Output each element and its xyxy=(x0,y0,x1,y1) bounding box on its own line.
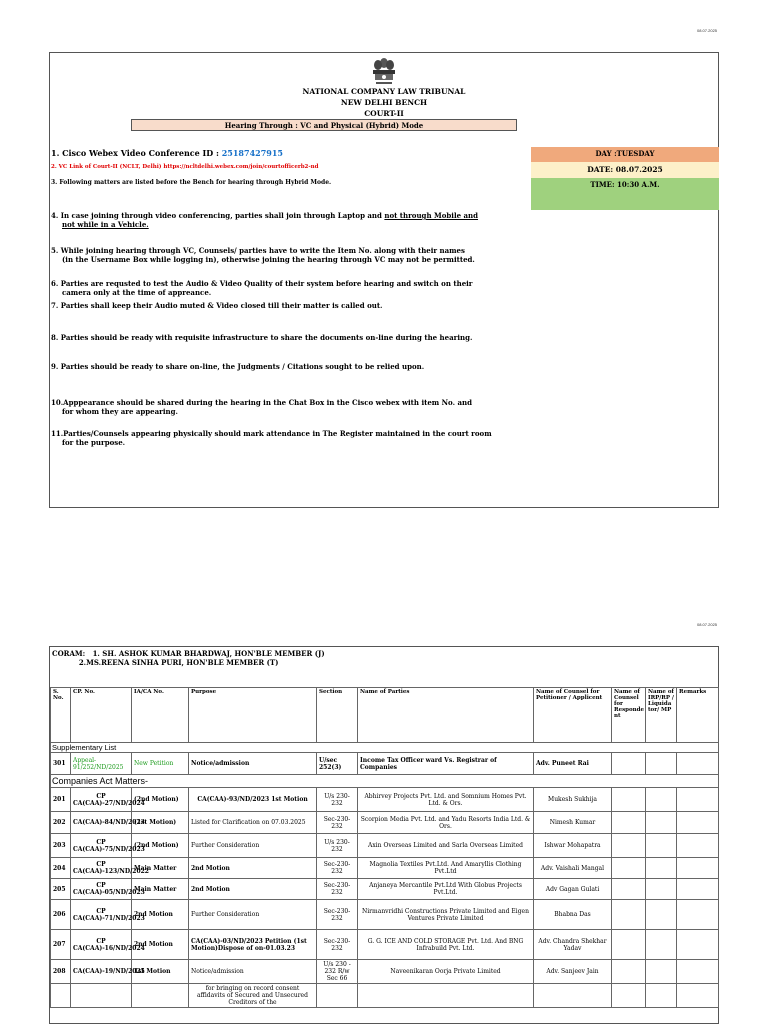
point-5 xyxy=(51,246,475,264)
point-5-line1: 5. While joining hearing through VC, Counsels/ parties have to write the Item No. along with their names xyxy=(51,246,465,255)
row-cp: CP CA(CAA)-123/ND/2022 xyxy=(71,858,132,879)
row-sno: 205 xyxy=(51,879,71,900)
row-section: U/s 230-232 xyxy=(317,834,358,858)
page-date: 08.07.2025 xyxy=(697,28,718,33)
point-4-text: 4. In case joining through video conferencing, parties shall join through Laptop and xyxy=(51,211,385,220)
row-empty xyxy=(646,960,677,984)
row-purpose: Listed for Clarification on 07.03.2025 xyxy=(189,812,317,834)
row-empty xyxy=(612,812,646,834)
point-5-line2: (in the Username Box while logging in), otherwise joining the hearing through VC may not be permitted. xyxy=(62,255,475,264)
row-parties: Scorpion Media Pvt. Ltd. and Yadu Resorts India Ltd. & Ors. xyxy=(358,812,534,834)
row-empty xyxy=(677,788,719,812)
point-11-line2: for the purpose. xyxy=(62,438,126,447)
row-empty xyxy=(612,930,646,960)
row-cp: CP CA(CAA)-75/ND/2023 xyxy=(71,834,132,858)
point-11 xyxy=(51,429,492,447)
row-parties: Axin Overseas Limited and Sarla Overseas Limited xyxy=(358,834,534,858)
row-counsel: Adv. Chandra Shekhar Yadav xyxy=(534,930,612,960)
row-counsel: Mukesh Sukhija xyxy=(534,788,612,812)
row-cp: CA(CAA)-84/ND/2023 xyxy=(71,812,132,834)
point-10-line2: for whom they are appearing. xyxy=(62,407,178,416)
cause-list xyxy=(49,646,719,1024)
row-counsel: Adv. Puneet Rai xyxy=(534,753,612,775)
row-purpose: Further Consideration xyxy=(189,900,317,930)
col-remarks: Remarks xyxy=(677,688,719,743)
row-section: Sec-230-232 xyxy=(317,858,358,879)
col-ia: IA/CA No. xyxy=(132,688,189,743)
row-empty xyxy=(612,834,646,858)
row-empty xyxy=(677,879,719,900)
supplementary-label: Supplementary List xyxy=(51,743,719,753)
row-cp: Appeal-91/252/ND/2025 xyxy=(71,753,132,775)
row-empty xyxy=(677,834,719,858)
row-empty xyxy=(612,753,646,775)
row-ia: New Petition xyxy=(132,753,189,775)
row-parties: Nirmanvridhi Constructions Private Limited and Eigen Ventures Private Limited xyxy=(358,900,534,930)
day-cell: DAY :TUESDAY xyxy=(531,147,719,162)
row-parties: Naveenikaran Oorja Private Limited xyxy=(358,960,534,984)
tribunal-name: NATIONAL COMPANY LAW TRIBUNAL xyxy=(302,87,466,96)
coram-member-1: 1. SH. ASHOK KUMAR BHARDWAJ, HON'BLE MEMBER (J) xyxy=(92,649,325,658)
table-header-row xyxy=(51,688,719,743)
row-ia: Main Matter xyxy=(132,879,189,900)
table-row xyxy=(51,788,719,812)
row-ia: (1st Motion) xyxy=(132,812,189,834)
col-sno: S. No. xyxy=(51,688,71,743)
row-empty xyxy=(646,858,677,879)
row-purpose: CA(CAA)-93/ND/2023 1st Motion xyxy=(189,788,317,812)
col-irp: Name of IRP/RP / Liquida tor/ MP xyxy=(646,688,677,743)
row-purpose: 2nd Motion xyxy=(189,858,317,879)
row-empty xyxy=(646,812,677,834)
row-empty xyxy=(612,858,646,879)
table-row xyxy=(51,753,719,775)
row-empty xyxy=(612,879,646,900)
point-7: 7. Parties shall keep their Audio muted & Video closed till their matter is called out. xyxy=(51,301,383,310)
row-section: Sec-230-232 xyxy=(317,930,358,960)
row-empty xyxy=(646,753,677,775)
point-4-underlined: not through Mobile and xyxy=(384,211,479,220)
row-empty xyxy=(677,984,719,1008)
row-sno: 202 xyxy=(51,812,71,834)
row-sno: 204 xyxy=(51,858,71,879)
col-counsel-resp: Name of Counsel for Responde nt xyxy=(612,688,646,743)
point-2[interactable]: 2. VC Link of Court-II (NCLT, Delhi) https://ncltdelhi.webex.com/join/courtofficerb2-nd xyxy=(51,164,319,170)
point-10-line1: 10.Apppearance should be shared during the hearing in the Chat Box in the Cisco webex with item No. and xyxy=(51,398,472,407)
row-section: Sec-230-232 xyxy=(317,900,358,930)
row-parties: Abhirvey Projects Pvt. Ltd. and Somnium Homes Pvt. Ltd. & Ors. xyxy=(358,788,534,812)
row-cp: CP CA(CAA)-05/ND/2023 xyxy=(71,879,132,900)
table-row xyxy=(51,960,719,984)
row-counsel xyxy=(534,984,612,1008)
row-cp: CA(CAA)-19/ND/2025 xyxy=(71,960,132,984)
point-11-line1: 11.Parties/Counsels appearing physically should mark attendance in The Register maintained in the court room xyxy=(51,429,492,438)
row-empty xyxy=(646,930,677,960)
row-section: U/s 230 - 232 R/w Sec 66 xyxy=(317,960,358,984)
row-counsel: Bhabna Das xyxy=(534,900,612,930)
point-8: 8. Parties should be ready with requisite infrastructure to share the documents on-line during the hearing. xyxy=(51,333,473,342)
row-sno: 206 xyxy=(51,900,71,930)
cause-list-table xyxy=(50,687,719,1008)
date-cell: DATE: 08.07.2025 xyxy=(531,162,719,178)
row-counsel: Adv Gagan Gulati xyxy=(534,879,612,900)
col-cp: CP. No. xyxy=(71,688,132,743)
point-4 xyxy=(51,211,478,229)
row-purpose: CA(CAA)-03/ND/2023 Petition (1st Motion)Dispose of on-01.03.23 xyxy=(189,930,317,960)
row-ia: 2nd Motion xyxy=(132,930,189,960)
row-empty xyxy=(646,900,677,930)
point-1 xyxy=(51,148,283,158)
row-empty xyxy=(677,900,719,930)
table-row xyxy=(51,812,719,834)
row-counsel: Nimesh Kumar xyxy=(534,812,612,834)
row-parties: G. G. ICE AND COLD STORAGE Pvt. Ltd. And BNG Infrabuild Pvt. Ltd. xyxy=(358,930,534,960)
point-6-line1: 6. Parties are requsted to test the Audio & Video Quality of their system before hearing and switch on their xyxy=(51,279,473,288)
row-purpose: Further Consideration xyxy=(189,834,317,858)
row-empty xyxy=(612,960,646,984)
table-row xyxy=(51,879,719,900)
row-empty xyxy=(677,960,719,984)
page-date-2: 08.07.2025 xyxy=(697,622,718,627)
col-counsel-pet: Name of Counsel for Petitioner / Applicent xyxy=(534,688,612,743)
table-row xyxy=(51,834,719,858)
bench-name: NEW DELHI BENCH xyxy=(340,98,428,107)
section-label: Companies Act Matters- xyxy=(51,775,719,788)
webex-label: 1. Cisco Webex Video Conference ID : xyxy=(51,148,222,158)
row-empty xyxy=(646,879,677,900)
point-9: 9. Parties should be ready to share on-line, the Judgments / Citations sought to be relied upon. xyxy=(51,362,425,371)
row-section: Sec-230-232 xyxy=(317,879,358,900)
row-counsel: Adv. Sanjeev Jain xyxy=(534,960,612,984)
webex-id[interactable]: 25187427915 xyxy=(221,148,283,158)
row-sno xyxy=(51,984,71,1008)
point-6-line2: camera only at the time of appreance. xyxy=(62,288,212,297)
row-ia: Main Matter xyxy=(132,858,189,879)
row-empty xyxy=(677,930,719,960)
time-cell: TIME: 10:30 A.M. xyxy=(531,178,719,210)
coram xyxy=(52,649,325,667)
hearing-mode-banner: Hearing Through : VC and Physical (Hybrid) Mode xyxy=(131,119,517,131)
row-purpose: Notice/admission xyxy=(189,753,317,775)
national-emblem-icon xyxy=(367,54,401,88)
row-cp: CP CA(CAA)-27/ND/2024 xyxy=(71,788,132,812)
row-parties xyxy=(358,984,534,1008)
row-ia: 1st Motion xyxy=(132,960,189,984)
row-empty xyxy=(612,984,646,1008)
table-row xyxy=(51,984,719,1008)
coram-label: CORAM: xyxy=(52,649,86,658)
col-purpose: Purpose xyxy=(189,688,317,743)
row-section: U/sec 252(3) xyxy=(317,753,358,775)
section-label-row xyxy=(51,775,719,788)
row-sno: 207 xyxy=(51,930,71,960)
row-counsel: Ishwar Mohapatra xyxy=(534,834,612,858)
row-parties: Magnolia Textiles Pvt.Ltd. And Amaryllis Clothing Pvt.Ltd xyxy=(358,858,534,879)
row-purpose: for bringing on record consent affidavits of Secured and Unsecured Creditors of the xyxy=(189,984,317,1008)
col-parties: Name of Parties xyxy=(358,688,534,743)
row-empty xyxy=(612,788,646,812)
row-cp: CP CA(CAA)-16/ND/2024 xyxy=(71,930,132,960)
row-empty xyxy=(646,984,677,1008)
point-6 xyxy=(51,279,473,297)
row-purpose: 2nd Motion xyxy=(189,879,317,900)
row-ia: 2nd Motion xyxy=(132,900,189,930)
row-empty xyxy=(677,753,719,775)
row-empty xyxy=(612,900,646,930)
table-row xyxy=(51,858,719,879)
point-3: 3. Following matters are listed before the Bench for hearing through Hybrid Mode. xyxy=(51,179,332,186)
row-parties: Income Tax Officer ward Vs. Registrar of Companies xyxy=(358,753,534,775)
row-cp: CP CA(CAA)-71/ND/2023 xyxy=(71,900,132,930)
row-ia: (2nd Motion) xyxy=(132,788,189,812)
row-empty xyxy=(646,788,677,812)
table-row xyxy=(51,900,719,930)
court-name: COURT-II xyxy=(364,109,404,118)
row-ia: (2nd Motion) xyxy=(132,834,189,858)
row-counsel: Adv. Vaishali Mangal xyxy=(534,858,612,879)
point-4-underlined-2: not while in a Vehicle. xyxy=(62,220,149,229)
col-section: Section xyxy=(317,688,358,743)
row-section: U/s 230-232 xyxy=(317,788,358,812)
point-10 xyxy=(51,398,472,416)
coram-member-2: 2.MS.REENA SINHA PURI, HON'BLE MEMBER (T) xyxy=(78,658,279,667)
row-ia xyxy=(132,984,189,1008)
supplementary-label-row xyxy=(51,743,719,753)
row-sno: 203 xyxy=(51,834,71,858)
row-empty xyxy=(677,858,719,879)
row-cp xyxy=(71,984,132,1008)
row-purpose: Notice/admission xyxy=(189,960,317,984)
row-empty xyxy=(646,834,677,858)
table-row xyxy=(51,930,719,960)
row-section: Sec-230-232 xyxy=(317,812,358,834)
row-sno: 201 xyxy=(51,788,71,812)
row-sno: 301 xyxy=(51,753,71,775)
row-empty xyxy=(677,812,719,834)
row-parties: Anjaneya Mercantile Pvt.Ltd With Globus Projects Pvt.Ltd. xyxy=(358,879,534,900)
row-sno: 208 xyxy=(51,960,71,984)
row-section xyxy=(317,984,358,1008)
